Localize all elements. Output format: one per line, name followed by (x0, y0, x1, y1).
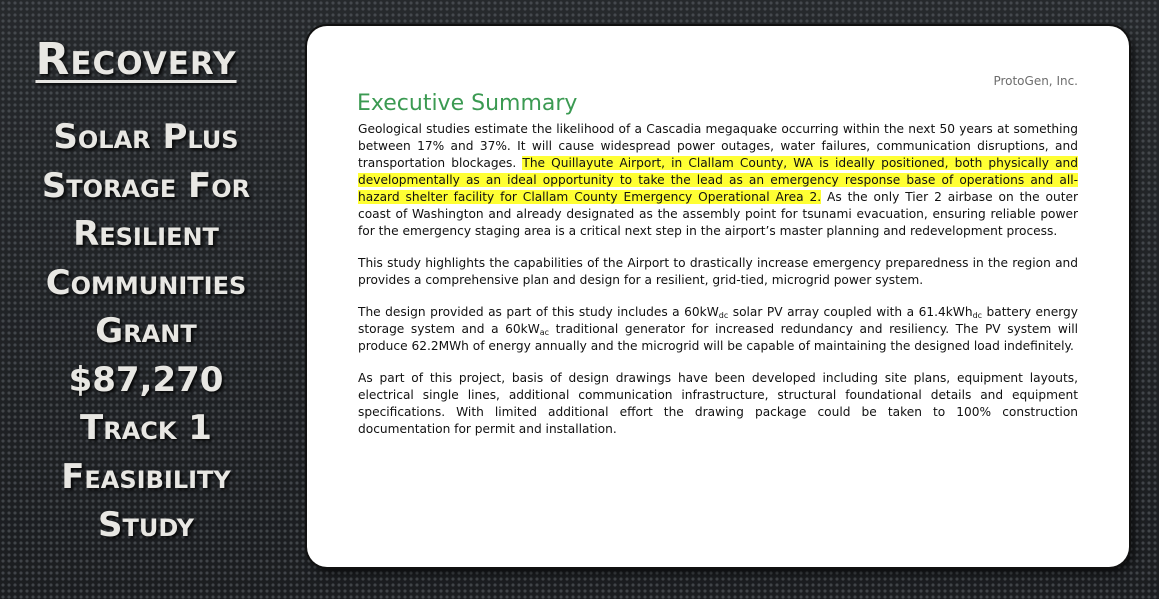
paragraph-3-part: battery energy storage system and a 60kW (358, 305, 1078, 336)
slide-title: Recovery (35, 34, 237, 85)
subtitle-line: Resilient (73, 214, 219, 254)
paragraph-1-intro: Geological studies estimate the likelihood of a Cascadia megaquake occurring within the next 50 years at something between 17% and 37%. It will cause widespread power outages, water failures, communication disruptions, and transportation blockages. (358, 122, 1078, 170)
paragraph-1 (358, 121, 1078, 240)
highlighted-text: The Quillayute Airport, in Clallam County, WA is ideally positioned, both physically and developmentally as an ideal opportunity to take the lead as an emergency response base of operations and all-hazard shelter facility for Clallam County Emergency Operational Area 2. (358, 156, 1078, 204)
executive-summary-heading: Executive Summary (357, 91, 578, 116)
document-page (307, 26, 1129, 567)
unit-subscript: ac (539, 328, 550, 337)
paragraph-3-part: solar PV array coupled with a 61.4kWh (728, 305, 973, 319)
document-body (358, 121, 1078, 453)
slide-subtitle (0, 113, 292, 550)
slide-sidebar (0, 0, 292, 599)
subtitle-line: Feasibility (61, 456, 231, 497)
paragraph-2: This study highlights the capabilities of the Airport to drastically increase emergency preparedness in the region and provides a comprehensive plan and design for a resilient, grid-tied, microgrid power system. (358, 256, 1078, 287)
subtitle-line: Grant (95, 311, 197, 351)
company-name: ProtoGen, Inc. (993, 74, 1078, 88)
unit-subscript: dc (718, 311, 729, 320)
grant-amount: $87,270 (68, 359, 224, 400)
paragraph-3-part: traditional generator for increased redundancy and resiliency. The PV system will produce 62.2MWh of energy annually and the microgrid will be capable of maintaining the designed load indefinitely. (358, 322, 1079, 353)
subtitle-line: Communities (45, 262, 247, 303)
paragraph-4: As part of this project, basis of design drawings have been developed including site plans, equipment layouts, electrical single lines, additional communication infrastructure, structural foundational details and equipment specifications. With limited additional effort the drawing package could be taken to 100% construction documentation for permit and installation. (358, 371, 1078, 436)
subtitle-line: Track 1 (80, 408, 212, 448)
paragraph-3-part: The design provided as part of this study includes a 60kW (358, 305, 719, 319)
subtitle-line: Storage For (41, 165, 251, 206)
subtitle-line: Study (98, 505, 194, 545)
paragraph-1-rest: As the only Tier 2 airbase on the outer coast of Washington and already designated as the assembly point for tsunami evacuation, ensuring reliable power for the emergency staging area is a critical next step in the airport’s master planning and redevelopment process. (358, 190, 1078, 238)
paragraph-3 (358, 304, 1078, 355)
subtitle-line: Solar Plus (53, 117, 239, 157)
unit-subscript: dc (972, 311, 983, 320)
